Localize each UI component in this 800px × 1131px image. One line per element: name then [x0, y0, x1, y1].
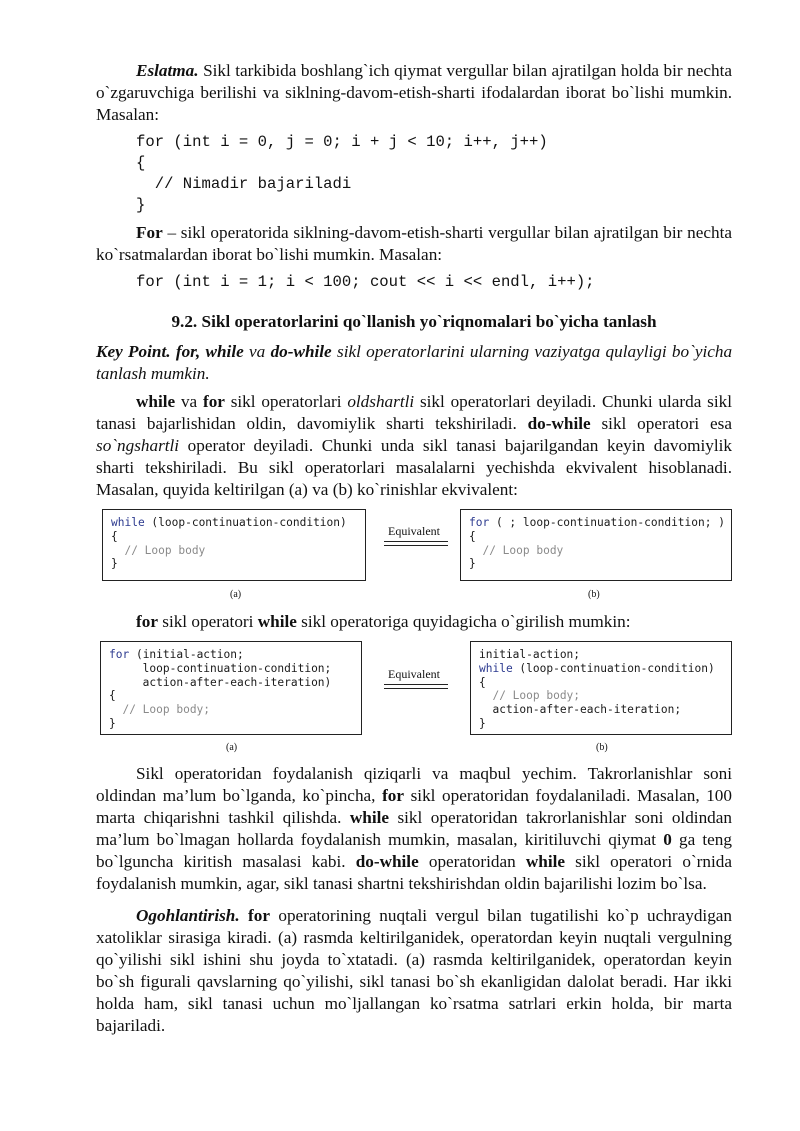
for-loop-code-box: for ( ; loop-continuation-condition; ) { // Loop body }: [460, 509, 732, 581]
equivalent-line-bottom-2: [384, 688, 448, 689]
equivalent-line-bottom: [384, 545, 448, 546]
while-loop-full-code-box: initial-action; while (loop-continuation-condition) { // Loop body; action-after-each-iteration; }: [470, 641, 732, 735]
while-loop-code-box: while (loop-continuation-condition) { // Loop body }: [102, 509, 366, 581]
equivalent-line-top: [384, 541, 448, 542]
pretest-posttest-paragraph: while va for sikl operatorlari oldshartli sikl operatorlari deyiladi. Chunki ularda sikl tanasi bajarlishidan oldin, davomiylik sharti tekshiriladi. do-while sikl operatori esa so`ngshartli operator deyiladi. Chunki unda sikl tanasi bajarilgandan keyin davomiylik sharti tekshiriladi. Bu sikl operatorlari masalalarni yechishda ekvivalent hisoblanadi. Masalan, quyida keltirilgan (a) va (b) ko`rinishlar ekvivalent:: [96, 392, 732, 499]
caption-b: (b): [588, 589, 600, 600]
code-example-1: for (int i = 0, j = 0; i + j < 10; i++, j++) { // Nimadir bajariladi }: [136, 133, 548, 214]
equivalence-figure-1: [96, 509, 732, 607]
section-heading: 9.2. Sikl operatorlarini qo`llanish yo`riqnomalari bo`yicha tanlash: [171, 312, 657, 331]
equivalence-figure-2: [96, 641, 732, 759]
for-lead: For: [136, 223, 163, 242]
equivalent-label-2: Equivalent: [388, 667, 440, 681]
caption-b-2: (b): [596, 742, 608, 753]
document-page: [96, 60, 732, 1037]
for-paragraph: For – sikl operatorida siklning-davom-etish-sharti vergullar bilan ajratilgan bir nechta ko`rsatmalardan iborat bo`lishi mumkin. Masalan:: [96, 223, 732, 264]
caption-a: (a): [230, 589, 242, 600]
code-example-2: for (int i = 1; i < 100; cout << i << endl, i++);: [136, 273, 595, 291]
equivalent-line-top-2: [384, 684, 448, 685]
usage-paragraph: Sikl operatoridan foydalanish qiziqarli va maqbul yechim. Takrorlanishlar soni oldindan ma’lum bo`lganda, ko`pincha, for sikl operatoridan foydalaniladi. Masalan, 100 marta chiqarishni tashkil qilishda. while sikl operatoridan takrorlanishlar soni oldindan ma’lum bo`lmagan hollarda foydalanish mumkin, masalan, kiritiluvchi qiymat 0 ga teng bo`lguncha kiritish masalasi kabi. do-while operatoridan while sikl operatori o`rnida foydalanish mumkin, agar, sikl tanasi shartni tekshirishdan oldin bajarilishi lozim bo`lsa.: [96, 764, 732, 893]
equivalent-label: Equivalent: [388, 524, 440, 538]
note-paragraph: Eslatma. Sikl tarkibida boshlang`ich qiymat vergullar bilan ajratilgan holda bir nechta o`zgaruvchiga berilishi va siklning-davom-etish-sharti ifodalardan iborat bo`lishi mumkin. Masalan:: [96, 61, 732, 124]
note-lead: Eslatma.: [136, 61, 199, 80]
for-loop-full-code-box: for (initial-action; loop-continuation-condition; action-after-each-iteration) { // Loop body; }: [100, 641, 362, 735]
warning-paragraph: Ogohlantirish. for operatorining nuqtali vergul bilan tugatilishi ko`p uchraydigan xatoliklar sirasiga kiradi. (a) rasmda keltirilganidek, operatordan keyin nuqtali vergulning qo`yilishi sikl ishini shu joyda to`xtatadi. (a) rasmda keltirilganidek, operatordan keyin bo`sh figurali qavslarning qo`yilishi, sikl tanasi bo`sh ekanligidan dalolat beradi. Har ikki holda ham, sikl tanasi uchun mo`ljallangan ko`rsatma satrlari erkin holda, bir marta bajariladi.: [96, 906, 733, 1035]
warning-lead: Ogohlantirish.: [136, 906, 240, 925]
key-point-paragraph: Key Point. for, while va do-while sikl operatorlarini ularning vaziyatga qulayligi bo`yicha tanlash mumkin.: [96, 342, 733, 383]
caption-a-2: (a): [226, 742, 238, 753]
for-to-while-paragraph: for sikl operatori while sikl operatoriga quyidagicha o`girilish mumkin:: [136, 612, 631, 631]
